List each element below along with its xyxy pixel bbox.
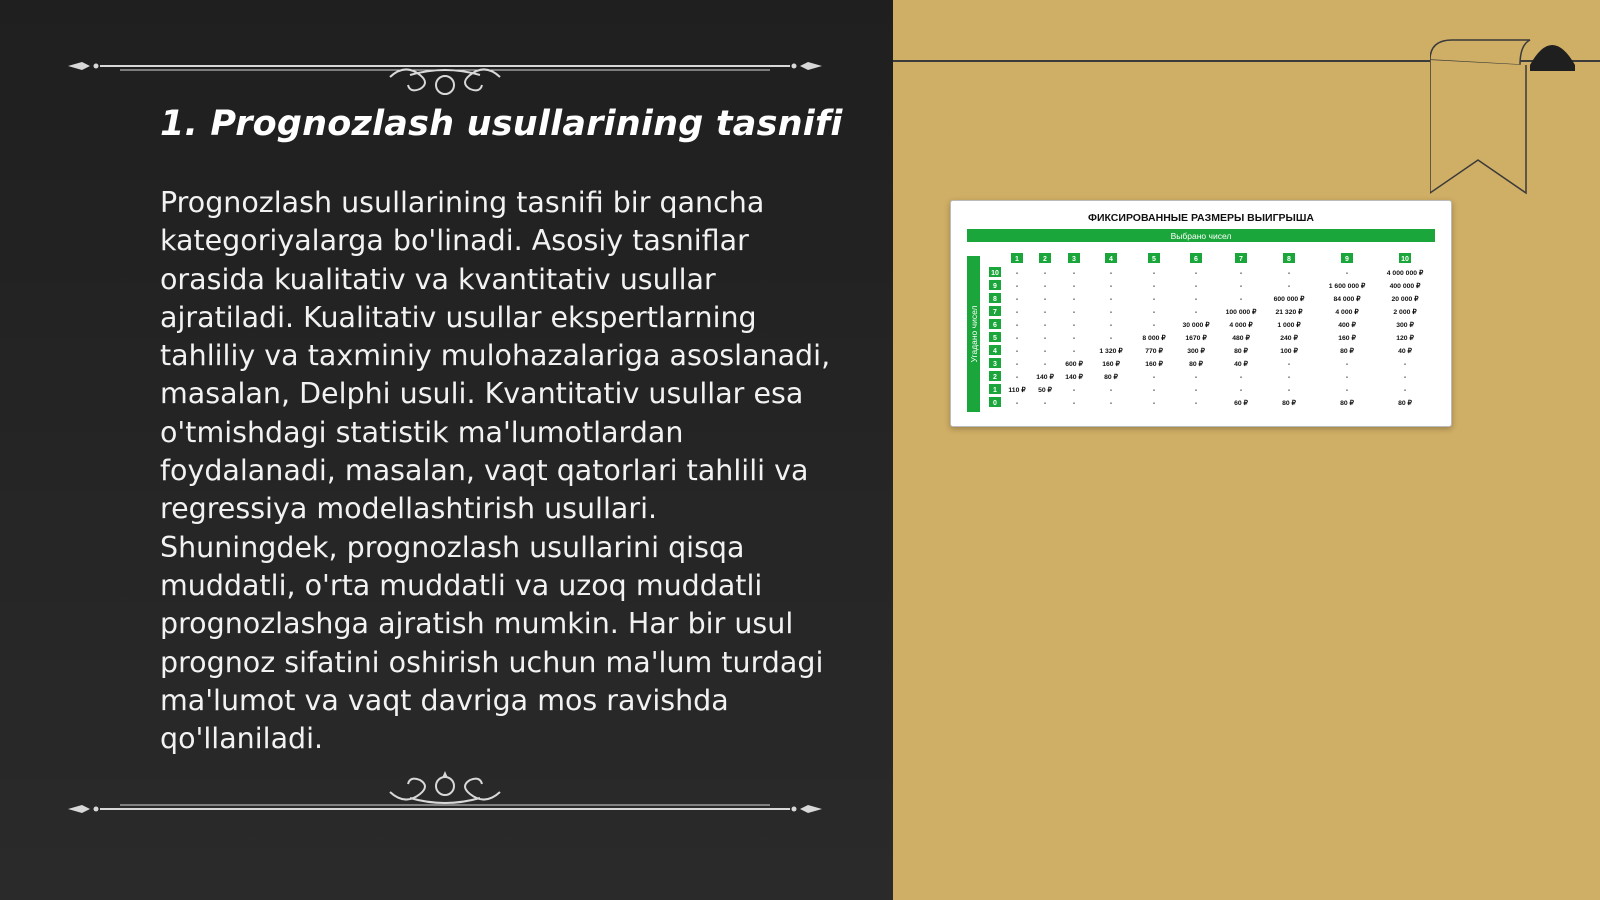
prize-cell: 1 320 ₽ [1099,348,1123,355]
prize-cell: 80 ₽ [1234,348,1248,355]
prize-cell: 240 ₽ [1280,335,1298,342]
prize-cell: - [1072,387,1076,394]
prize-cell: 300 ₽ [1396,322,1414,329]
prize-cell: - [1015,322,1019,329]
prize-cell: 100 ₽ [1280,348,1298,355]
prize-cell: 4 000 ₽ [1229,322,1253,329]
prize-cell: - [1043,400,1047,407]
prize-cell: 80 ₽ [1189,361,1203,368]
prize-cell: - [1072,296,1076,303]
row-header-label: 0 [993,400,997,407]
column-header-label: 10 [1401,256,1409,263]
prize-cell: 4 000 ₽ [1335,309,1359,316]
prize-cell: 21 320 ₽ [1275,309,1303,316]
prize-cell: 600 ₽ [1065,361,1083,368]
prize-cell: - [1239,374,1243,381]
prize-cell: - [1403,374,1407,381]
prize-cell: - [1043,296,1047,303]
prize-cell: 2 000 ₽ [1393,309,1417,316]
prize-cell: - [1194,387,1198,394]
prize-cell: - [1403,361,1407,368]
prize-cell: - [1015,335,1019,342]
prize-cell: - [1239,387,1243,394]
prize-cell: 1 000 ₽ [1277,322,1301,329]
prize-cell: 50 ₽ [1038,387,1052,394]
prize-cell: - [1015,309,1019,316]
prize-cell: - [1043,335,1047,342]
prize-cell: - [1152,296,1156,303]
prize-cell: - [1015,270,1019,277]
prize-cell: 40 ₽ [1234,361,1248,368]
prize-cell: 84 000 ₽ [1333,296,1361,303]
prize-cell: 300 ₽ [1187,348,1205,355]
prize-cell: - [1109,387,1113,394]
slide-body-text: Prognozlash usullarining tasnifi bir qancha kategoriyalarga bo'linadi. Asosiy tasniflar orasida kualitativ va kvantitativ usullar ajratiladi. Kualitativ usullar ekspertlarning tahliliy va taxminiy mulohazalariga asoslanadi, masalan, Delphi usuli. Kvantitativ usullar esa o'tmishdagi statistik ma'lumotlardan foydalanadi, masalan, vaqt qatorlari tahlili va regressiya modellashtirish usullari. Shuningdek, prognozlash usullarini qisqa muddatli, o'rta muddatli va uzoq muddatli prognozlashga ajratish mumkin. Har bir usul prognoz sifatini oshirish uchun ma'lum turdagi ma'lumot va vaqt davriga mos ravishda qo'llaniladi. [160,186,831,756]
prize-cell: - [1015,361,1019,368]
row-header-label: 9 [993,283,997,290]
prize-cell: - [1072,270,1076,277]
prize-cell: - [1239,296,1243,303]
column-header-label: 8 [1287,256,1291,263]
row-header-label: 7 [993,309,997,316]
prize-cell: - [1109,296,1113,303]
prize-table-title: ФИКСИРОВАННЫЕ РАЗМЕРЫ ВЫИГРЫША [1088,212,1314,224]
prize-cell: - [1043,283,1047,290]
prize-cell: - [1015,348,1019,355]
prize-cell: - [1239,270,1243,277]
prize-cell: 480 ₽ [1232,335,1250,342]
prize-table [951,201,1451,426]
prize-cell: 30 000 ₽ [1182,322,1210,329]
bookmark-ribbon-icon [1430,35,1575,200]
prize-cell: - [1109,400,1113,407]
column-header-label: 7 [1239,256,1243,263]
prize-cell: 400 000 ₽ [1389,283,1421,290]
prize-cell: - [1109,335,1113,342]
prize-cell: - [1403,387,1407,394]
prize-cell: - [1043,322,1047,329]
prize-cell: - [1072,348,1076,355]
prize-cell: 8 000 ₽ [1142,335,1166,342]
column-header-label: 2 [1043,256,1047,263]
row-header-label: 3 [993,361,997,368]
prize-cell: 40 ₽ [1398,348,1412,355]
prize-cell: 80 ₽ [1104,374,1118,381]
prize-cell: - [1043,348,1047,355]
column-header-label: 6 [1194,256,1198,263]
prize-cell: 1 600 000 ₽ [1328,283,1366,290]
prize-cell: - [1194,296,1198,303]
prize-cell: - [1043,361,1047,368]
ornament-divider-top [60,45,830,95]
prize-cell: - [1345,361,1349,368]
prize-cell: - [1072,400,1076,407]
prize-cell: - [1152,322,1156,329]
prize-cell: - [1015,400,1019,407]
prize-cell: 1670 ₽ [1185,335,1207,342]
prize-cell: - [1109,270,1113,277]
prize-cell: - [1109,283,1113,290]
row-header-label: 1 [993,387,997,394]
prize-cell: - [1152,374,1156,381]
prize-cell: 80 ₽ [1340,400,1354,407]
row-header-label: 6 [993,322,997,329]
prize-table-image [950,200,1452,427]
prize-cell: 140 ₽ [1036,374,1054,381]
row-header-label: 10 [991,270,999,277]
prize-cell: 140 ₽ [1065,374,1083,381]
prize-cell: - [1345,387,1349,394]
row-header-label: 8 [993,296,997,303]
prize-cell: - [1109,309,1113,316]
prize-cell: 160 ₽ [1338,335,1356,342]
prize-cell: 80 ₽ [1282,400,1296,407]
prize-cell: - [1152,400,1156,407]
prize-cell: - [1287,374,1291,381]
prize-cell: - [1194,283,1198,290]
prize-cell: - [1072,309,1076,316]
row-header-label: 2 [993,374,997,381]
prize-cell: - [1345,270,1349,277]
prize-cell: 60 ₽ [1234,400,1248,407]
prize-cell: - [1015,283,1019,290]
prize-cell: - [1194,400,1198,407]
column-header-label: 3 [1072,256,1076,263]
prize-cell: 160 ₽ [1145,361,1163,368]
prize-table-side-label: Угадано чисел [969,305,979,363]
prize-cell: 80 ₽ [1340,348,1354,355]
prize-cell: - [1072,335,1076,342]
prize-cell: - [1072,322,1076,329]
prize-cell: - [1152,387,1156,394]
prize-cell: 400 ₽ [1338,322,1356,329]
prize-cell: 160 ₽ [1102,361,1120,368]
prize-cell: - [1043,270,1047,277]
prize-cell: - [1152,309,1156,316]
prize-cell: 4 000 000 ₽ [1386,270,1424,277]
prize-cell: 110 ₽ [1008,387,1026,394]
ornament-divider-bottom [60,770,830,820]
prize-cell: - [1287,387,1291,394]
prize-cell: - [1109,322,1113,329]
prize-cell: - [1239,283,1243,290]
row-header-label: 5 [993,335,997,342]
prize-cell: - [1043,309,1047,316]
prize-cell: - [1152,283,1156,290]
prize-cell: - [1015,296,1019,303]
prize-cell: 770 ₽ [1145,348,1163,355]
column-header-label: 4 [1109,256,1113,263]
prize-cell: 600 000 ₽ [1273,296,1305,303]
prize-cell: - [1152,270,1156,277]
prize-cell: - [1194,270,1198,277]
row-header-label: 4 [993,348,997,355]
column-header-label: 1 [1015,256,1019,263]
prize-cell: - [1345,374,1349,381]
column-header-label: 5 [1152,256,1156,263]
column-header-label: 9 [1345,256,1349,263]
prize-cell: 120 ₽ [1396,335,1414,342]
prize-cell: - [1287,270,1291,277]
prize-cell: 20 000 ₽ [1391,296,1419,303]
prize-cell: - [1287,361,1291,368]
prize-cell: - [1072,283,1076,290]
prize-cell: - [1194,309,1198,316]
prize-cell: 80 ₽ [1398,400,1412,407]
prize-cell: - [1287,283,1291,290]
prize-cell: 100 000 ₽ [1225,309,1257,316]
prize-cell: - [1194,374,1198,381]
prize-table-header-label: Выбрано чисел [1170,231,1232,241]
slide-title: 1. Prognozlash usullarining tasnifi [160,104,843,144]
prize-cell: - [1015,374,1019,381]
